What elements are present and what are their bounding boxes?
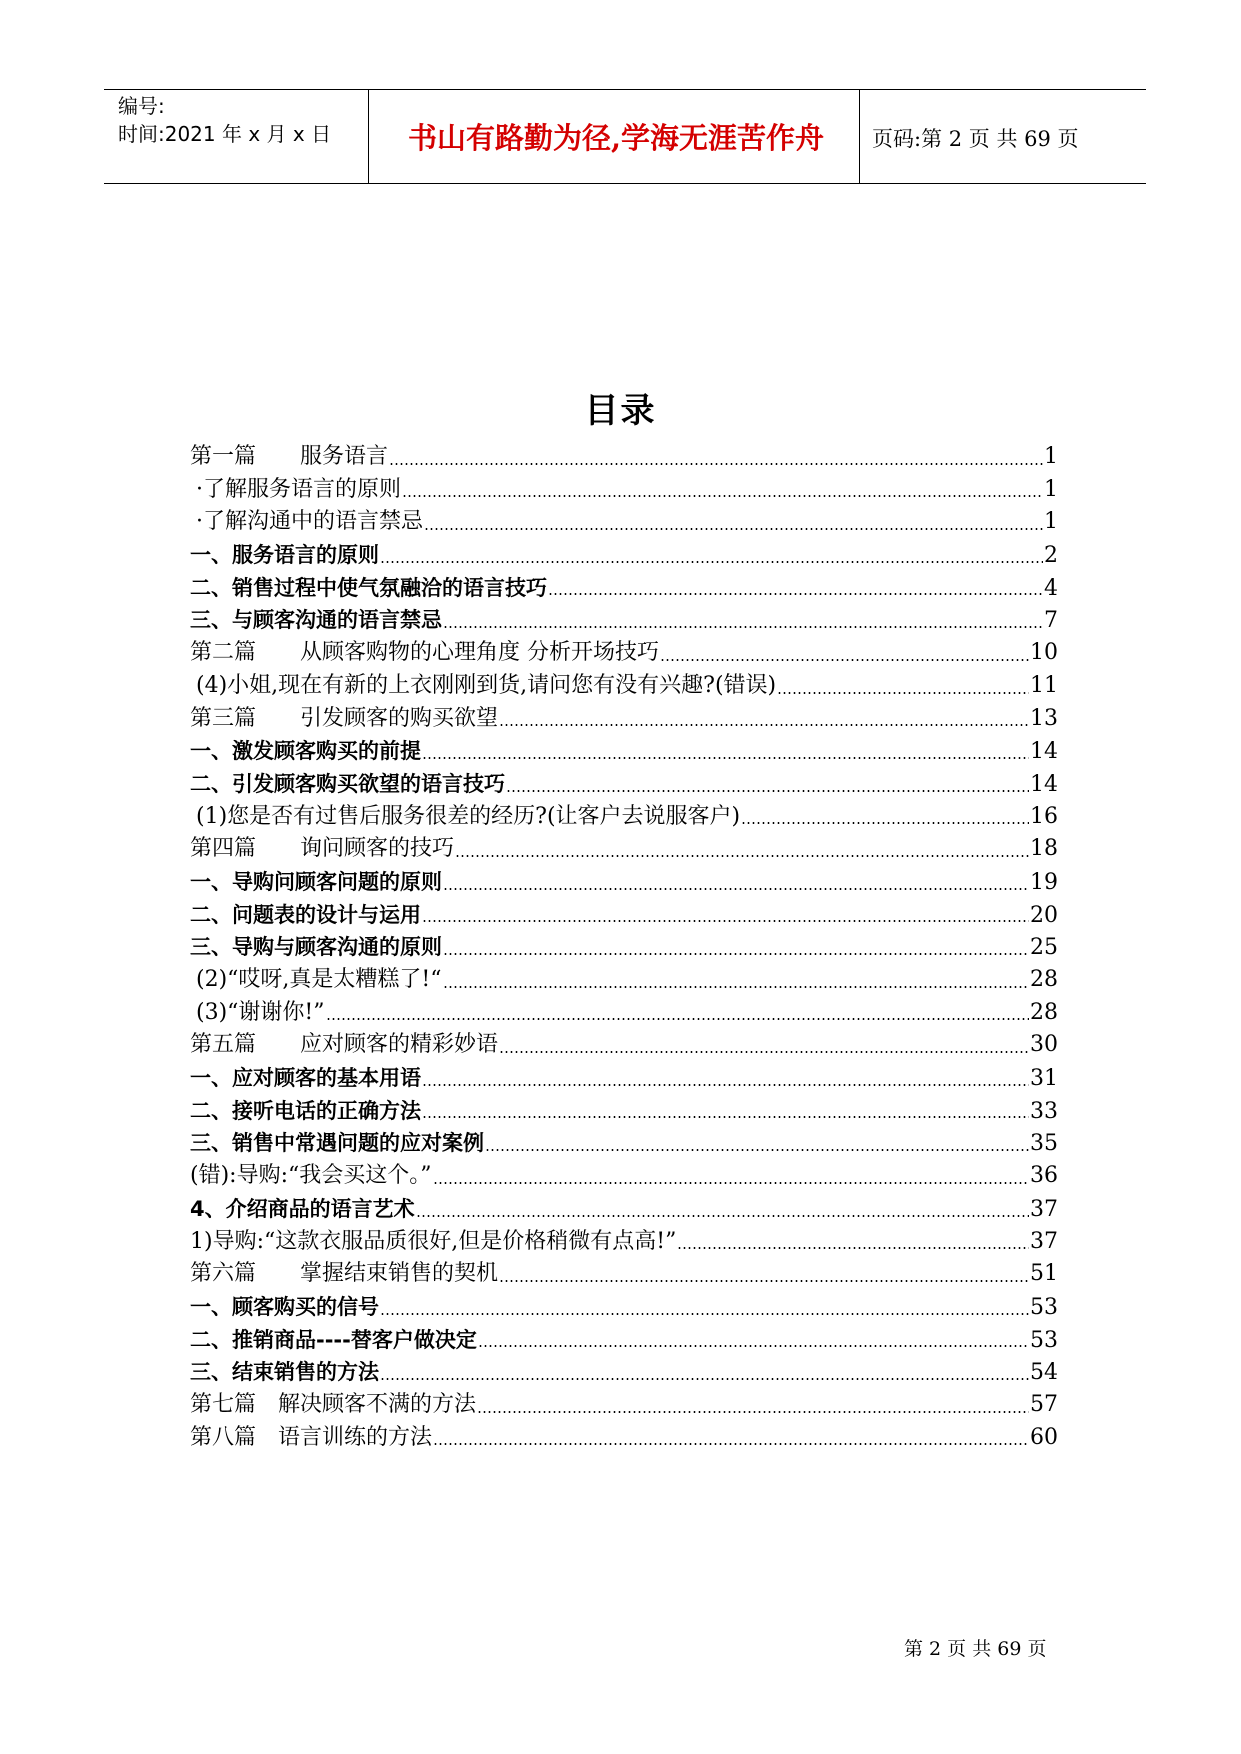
toc-entry-label: 第七篇 解决顾客不满的方法: [190, 1391, 477, 1417]
toc-entry-label: 一、导购问顾客问题的原则: [190, 869, 442, 894]
toc-entry-page: 54: [1030, 1360, 1058, 1386]
toc-entry-page: 4: [1044, 575, 1058, 601]
toc-entry-label: 三、结束销售的方法: [190, 1360, 379, 1385]
toc-dot-leader: [422, 1084, 1029, 1086]
toc-entry-page: 37: [1030, 1228, 1058, 1254]
toc-dot-leader: [548, 593, 1043, 595]
toc-entry[interactable]: [190, 637, 1058, 670]
toc-entry[interactable]: [190, 1389, 1058, 1422]
toc-entry[interactable]: [190, 833, 1058, 866]
toc-dot-leader: [455, 855, 1029, 857]
toc-entry-page: 20: [1030, 902, 1058, 928]
toc-entry-page: 51: [1030, 1261, 1058, 1287]
toc-entry-label: ·了解沟通中的语言禁忌: [196, 509, 423, 535]
toc-entry-label: 三、导购与顾客沟通的原则: [190, 935, 442, 960]
toc-entry[interactable]: [190, 1356, 1058, 1389]
header-number-label: 编号:: [118, 94, 165, 118]
toc-entry-label: 第八篇 语言训练的方法: [190, 1424, 433, 1450]
toc-dot-leader: [326, 1018, 1030, 1020]
toc-entry[interactable]: [190, 768, 1058, 801]
toc-entry[interactable]: [190, 997, 1058, 1030]
toc-entry-label: 一、服务语言的原则: [190, 543, 379, 568]
toc-entry-page: 16: [1030, 803, 1058, 829]
toc-dot-leader: [478, 1345, 1029, 1347]
toc-entry-label: 二、销售过程中使气氛融洽的语言技巧: [190, 575, 547, 600]
toc-entry-page: 36: [1030, 1163, 1058, 1189]
toc-entry-label: 第五篇 应对顾客的精彩妙语: [190, 1032, 499, 1058]
toc-dot-leader: [422, 920, 1029, 922]
toc-entry-label: 第六篇 掌握结束销售的契机: [190, 1261, 499, 1287]
toc-dot-leader: [741, 822, 1029, 824]
toc-dot-leader: [660, 659, 1029, 661]
table-of-contents: [190, 441, 1058, 1454]
toc-entry[interactable]: [190, 1193, 1058, 1226]
toc-entry-page: 13: [1030, 705, 1058, 731]
toc-entry-page: 37: [1030, 1196, 1058, 1222]
toc-entry[interactable]: [190, 964, 1058, 997]
toc-entry[interactable]: [190, 801, 1058, 834]
toc-dot-leader: [499, 724, 1029, 726]
toc-entry-page: 35: [1030, 1131, 1058, 1157]
toc-entry-label: 三、与顾客沟通的语言禁忌: [190, 608, 442, 633]
toc-entry-label: 第四篇 询问顾客的技巧: [190, 836, 455, 862]
toc-entry-label: 二、推销商品----替客户做决定: [190, 1327, 477, 1352]
toc-entry-label: 二、引发顾客购买欲望的语言技巧: [190, 771, 505, 796]
toc-entry[interactable]: [190, 1422, 1058, 1455]
toc-entry-page: 18: [1030, 836, 1058, 862]
toc-entry-page: 53: [1030, 1294, 1058, 1320]
toc-entry[interactable]: [190, 703, 1058, 736]
toc-dot-leader: [443, 986, 1030, 988]
toc-dot-leader: [499, 1280, 1029, 1282]
toc-entry-page: 57: [1030, 1391, 1058, 1417]
toc-entry-page: 31: [1030, 1066, 1058, 1092]
toc-dot-leader: [506, 790, 1029, 792]
toc-entry-label: 一、顾客购买的信号: [190, 1294, 379, 1319]
footer-page-number: 第 2 页 共 69 页: [904, 1638, 1047, 1660]
toc-dot-leader: [422, 757, 1029, 759]
toc-title: 目录: [584, 391, 657, 431]
toc-entry[interactable]: [190, 572, 1058, 605]
toc-entry[interactable]: [190, 1095, 1058, 1128]
toc-entry[interactable]: [190, 1324, 1058, 1357]
toc-entry-label: 一、应对顾客的基本用语: [190, 1066, 421, 1091]
toc-entry[interactable]: [190, 474, 1058, 507]
toc-entry-label: 二、问题表的设计与运用: [190, 902, 421, 927]
header-page-info: 页码:第 2 页 共 69 页: [872, 127, 1079, 151]
toc-dot-leader: [443, 888, 1029, 890]
toc-entry-page: 25: [1030, 935, 1058, 961]
toc-entry[interactable]: [190, 441, 1058, 474]
toc-entry-page: 60: [1030, 1424, 1058, 1450]
toc-entry-page: 2: [1044, 543, 1058, 569]
toc-dot-leader: [443, 953, 1029, 955]
toc-entry-label: (3)“谢谢你!”: [196, 999, 325, 1025]
toc-entry-page: 14: [1030, 739, 1058, 765]
toc-entry[interactable]: [190, 866, 1058, 899]
toc-entry-page: 7: [1044, 608, 1058, 634]
toc-dot-leader: [380, 1378, 1029, 1380]
toc-entry-label: 一、激发顾客购买的前提: [190, 739, 421, 764]
header-left-cell: [118, 92, 331, 148]
toc-entry-page: 10: [1030, 640, 1058, 666]
toc-entry-page: 1: [1044, 509, 1058, 535]
toc-entry-page: 28: [1030, 999, 1058, 1025]
toc-entry[interactable]: [190, 931, 1058, 964]
toc-entry-label: 第一篇 服务语言: [190, 444, 389, 469]
toc-entry-label: 第三篇 引发顾客的购买欲望: [190, 705, 499, 731]
toc-entry[interactable]: [190, 1029, 1058, 1062]
toc-entry-label: 第二篇 从顾客购物的心理角度 分析开场技巧: [190, 640, 659, 666]
toc-entry-label: 4、介绍商品的语言艺术: [190, 1196, 415, 1221]
toc-entry[interactable]: [190, 1062, 1058, 1095]
toc-entry-page: 53: [1030, 1327, 1058, 1353]
toc-entry-page: 19: [1030, 869, 1058, 895]
header-top-rule: [104, 89, 1146, 90]
toc-entry-page: 1: [1044, 444, 1058, 469]
toc-dot-leader: [777, 692, 1029, 694]
toc-entry[interactable]: [190, 899, 1058, 932]
toc-entry-label: (1)您是否有过售后服务很差的经历?(让客户去说服客户): [196, 803, 741, 829]
toc-entry[interactable]: [190, 1160, 1058, 1193]
toc-entry-page: 33: [1030, 1098, 1058, 1124]
toc-entry-page: 30: [1030, 1032, 1058, 1058]
toc-dot-leader: [433, 1443, 1029, 1445]
toc-entry-label: (错):导购:“我会买这个。”: [190, 1163, 432, 1189]
toc-entry[interactable]: [190, 1291, 1058, 1324]
toc-entry[interactable]: [190, 506, 1058, 539]
toc-entry[interactable]: [190, 1258, 1058, 1291]
toc-entry-page: 28: [1030, 967, 1058, 992]
toc-entry-label: (4)小姐,现在有新的上衣刚刚到货,请问您有没有兴趣?(错误): [196, 672, 777, 698]
toc-entry-page: 11: [1030, 672, 1058, 698]
header-motto: 书山有路勤为径,学海无涯苦作舟: [407, 121, 825, 155]
toc-dot-leader: [380, 561, 1043, 563]
toc-entry[interactable]: [190, 539, 1058, 572]
toc-entry-label: 二、接听电话的正确方法: [190, 1098, 421, 1123]
toc-entry-label: 三、销售中常遇问题的应对案例: [190, 1131, 484, 1156]
toc-dot-leader: [416, 1215, 1029, 1217]
toc-entry[interactable]: [190, 735, 1058, 768]
toc-dot-leader: [380, 1313, 1029, 1315]
toc-dot-leader: [477, 1411, 1029, 1413]
toc-entry[interactable]: [190, 604, 1058, 637]
toc-dot-leader: [389, 463, 1043, 465]
toc-dot-leader: [677, 1247, 1029, 1249]
toc-dot-leader: [424, 528, 1043, 530]
header-time-label: 时间:2021 年 x 月 x 日: [118, 122, 332, 146]
toc-dot-leader: [402, 495, 1043, 497]
toc-dot-leader: [433, 1182, 1030, 1184]
toc-entry[interactable]: [190, 1226, 1058, 1259]
toc-dot-leader: [422, 1116, 1029, 1118]
header-divider-left: [368, 90, 369, 183]
toc-dot-leader: [443, 626, 1043, 628]
header-bottom-rule: [104, 183, 1146, 184]
toc-entry[interactable]: [190, 670, 1058, 703]
toc-entry-label: ·了解服务语言的原则: [196, 476, 401, 502]
toc-dot-leader: [485, 1149, 1029, 1151]
toc-entry-label: (2)“哎呀,真是太糟糕了!“: [196, 967, 442, 992]
toc-entry-label: 1)导购:“这款衣服品质很好,但是价格稍微有点高!”: [190, 1228, 677, 1254]
toc-dot-leader: [499, 1051, 1029, 1053]
toc-entry[interactable]: [190, 1127, 1058, 1160]
toc-entry-page: 1: [1044, 476, 1058, 502]
toc-entry-page: 14: [1030, 771, 1058, 797]
